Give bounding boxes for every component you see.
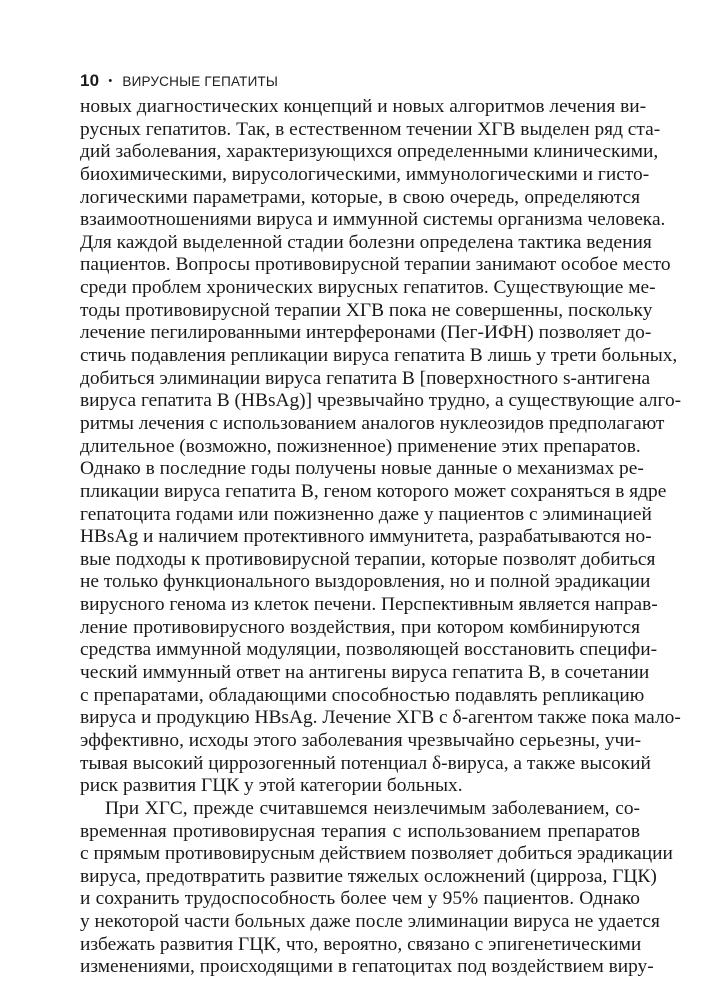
page-number: 10 [80, 71, 100, 90]
text-line: вируса гепатита В (HBsAg)] чрезвычайно трудно, а существующие алго- [80, 390, 682, 412]
text-line: ление противовирусного воздействия, при котором комбинируются [80, 616, 640, 638]
text-line: вирусного генома из клеток печени. Перспективным является направ- [80, 594, 658, 616]
text-line: стичь подавления репликации вируса гепатита В лишь у трети больных, [80, 345, 678, 367]
text-line: ритмы лечения с использованием аналогов нуклеозидов предполагают [80, 412, 665, 434]
text-line: Однако в последние годы получены новые данные о механизмах ре- [80, 458, 644, 480]
text-line: вируса и продукцию HBsAg. Лечение ХГВ с δ-агентом также пока мало- [80, 707, 681, 729]
text-line: у некоторой части больных даже после элиминации вируса не удается [80, 911, 660, 933]
text-line: пациентов. Вопросы противовирусной терапии занимают особое место [80, 254, 671, 276]
text-line: длительное (возможно, пожизненное) применение этих препаратов. [80, 435, 641, 457]
text-line: средства иммунной модуляции, позволяющей восстановить специфи- [80, 639, 658, 661]
section-title: ВИРУСНЫЕ ГЕПАТИТЫ [122, 73, 279, 89]
running-header [80, 66, 278, 96]
text-line: временная противовирусная терапия с использованием препаратов [80, 820, 640, 842]
text-line: добиться элиминации вируса гепатита В [поверхностного s-антигена [80, 367, 651, 389]
text-line: При ХГС, прежде считавшемся неизлечимым заболеванием, со- [105, 797, 640, 819]
text-line: биохимическими, вирусологическими, иммунологическими и гисто- [80, 163, 650, 185]
text-line: русных гепатитов. Так, в естественном течении ХГВ выделен ряд ста- [80, 118, 661, 140]
body-text [80, 96, 682, 979]
text-line: пликации вируса гепатита В, геном которого может сохраняться в ядре [80, 480, 667, 502]
paragraph [80, 797, 673, 979]
text-line: с препаратами, обладающими способностью подавлять репликацию [80, 684, 645, 706]
text-line: риск развития ГЦК у этой категории больных. [80, 775, 463, 797]
paragraph [80, 96, 682, 798]
text-line: дий заболевания, характеризующихся определенными клиническими, [80, 141, 659, 163]
text-line: и сохранить трудоспособность более чем у 95% пациентов. Однако [80, 888, 640, 910]
text-line: вые подходы к противовирусной терапии, которые позволят добиться [80, 548, 656, 570]
text-line: лечение пегилированными интерферонами (Пег-ИФН) позволяет до- [80, 322, 652, 344]
text-line: взаимоотношениями вируса и иммунной системы организма человека. [80, 209, 666, 231]
header-bullet: • [108, 75, 113, 87]
text-line: гепатоцита годами или пожизненно даже у пациентов с элиминацией [80, 503, 652, 525]
text-line: вируса, предотвратить развитие тяжелых осложнений (цирроза, ГЦК) [80, 865, 657, 887]
text-line: новых диагностических концепций и новых алгоритмов лечения ви- [80, 96, 647, 117]
text-line: с прямым противовирусным действием позволяет добиться эрадикации [80, 843, 673, 865]
text-line: ческий иммунный ответ на антигены вируса гепатита В, в сочетании [80, 662, 650, 684]
text-line: тоды противовирусной терапии ХГВ пока не совершенны, поскольку [80, 299, 653, 321]
text-line: логическими параметрами, которые, в свою очередь, определяются [80, 186, 640, 208]
text-line: среди проблем хронических вирусных гепатитов. Существующие ме- [80, 277, 656, 299]
text-line: тывая высокий циррозогенный потенциал δ-вируса, а также высокий [80, 752, 651, 774]
text-line: HBsAg и наличием протективного иммунитета, разрабатываются но- [80, 526, 652, 548]
text-line: избежать развития ГЦК, что, вероятно, связано с эпигенетическими [80, 933, 642, 955]
text-line: Для каждой выделенной стадии болезни определена тактика ведения [80, 231, 652, 253]
text-line: изменениями, происходящими в гепатоцитах под воздействием виру- [80, 956, 654, 978]
text-line: не только функционального выздоровления, но и полной эрадикации [80, 571, 651, 593]
text-line: эффективно, исходы этого заболевания чрезвычайно серьезны, учи- [80, 729, 642, 751]
